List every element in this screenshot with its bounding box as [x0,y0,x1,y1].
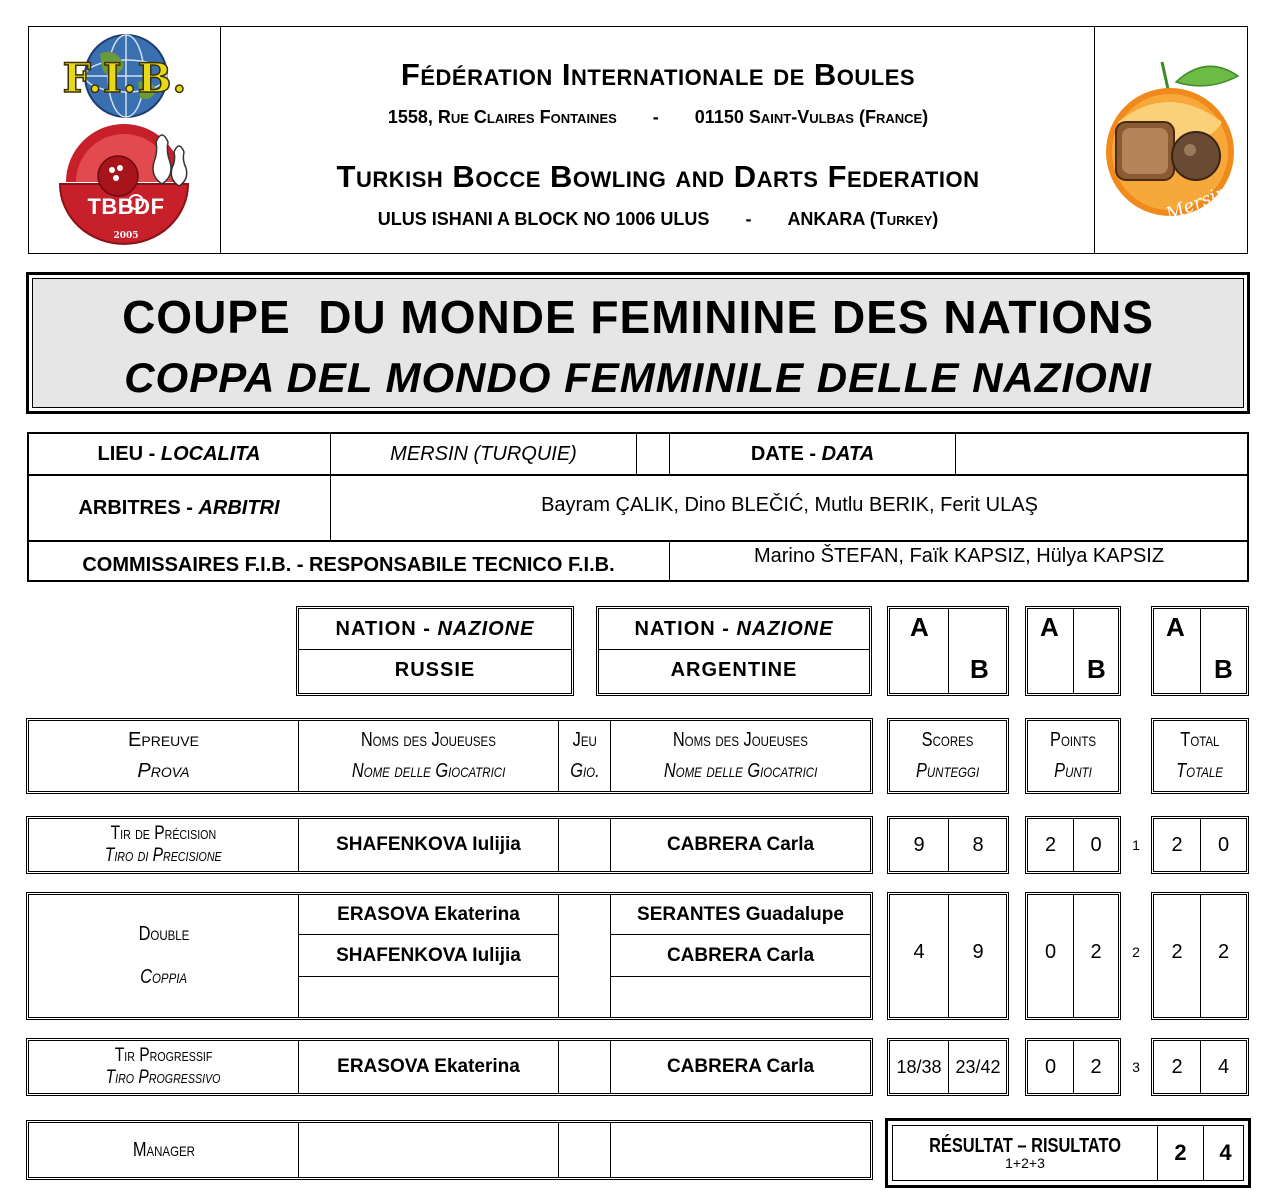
banner-title-fr: COUPE DU MONDE FEMININE DES NATIONS [122,291,1154,343]
arbitres-label: ARBITRES - ARBITRI [78,496,280,519]
fed2-name: Turkish Bocce Bowling and Darts Federation [336,159,980,194]
fed2-address-right: ANKARA (Turkey) [787,208,939,229]
player-a: SHAFENKOVA Iulijia [336,944,521,966]
fed1-address [222,104,1094,130]
fib-logo [30,32,218,122]
event-precision: Tir de Précision Tiro di Precisione [105,823,222,866]
lieu-label: LIEU - LOCALITA [97,442,261,465]
manager-b[interactable] [611,1123,870,1177]
tbbdf-logo [56,122,196,246]
scores-col-a: A [910,612,929,642]
nation-b-label: NATION - NAZIONE [634,617,834,640]
title-banner [26,272,1250,414]
player-b: CABRERA Carla [666,834,815,855]
result-sublabel: 1+2+3 [1005,1155,1045,1171]
points-b: 2 [1090,940,1102,963]
score-b: 23/42 [955,1056,1001,1077]
player-b: CABRERA Carla [666,1056,815,1077]
player-a: SHAFENKOVA Iulijia [336,834,521,855]
tbbdf-logo-year: 2005 [113,231,139,241]
total-col-b: B [1214,654,1233,684]
manager-a[interactable] [299,1123,558,1177]
total-a: 2 [1171,833,1183,856]
player-a: ERASOVA Ekaterina [337,903,520,925]
player-b: CABRERA Carla [666,944,815,966]
score-a: 18/38 [896,1056,942,1077]
col-noms-a: Noms des Joueuses Nome delle Giocatrici [351,729,506,782]
score-a: 9 [913,833,925,856]
nation-b-name: ARGENTINE [670,658,798,681]
total-a: 2 [1171,1055,1183,1078]
total-b: 0 [1217,833,1230,856]
commissaires-label: COMMISSAIRES F.I.B. - RESPONSABILE TECNICO F.I.B. [82,553,615,576]
player-a [299,977,558,1017]
fed1-name: Fédération Internationale de Boules [400,57,916,92]
fed1-address-sep: - [652,106,659,127]
event-progressif: Tir Progressif Tiro Progressivo [106,1045,221,1088]
total-a: 2 [1171,940,1183,963]
result-b: 4 [1219,1140,1232,1165]
event-double: Double Coppia [138,923,189,988]
points-a: 0 [1044,940,1057,963]
lieu-value: MERSIN (TURQUIE) [390,442,577,465]
total-b: 2 [1217,940,1230,963]
result-box [885,1118,1251,1188]
fed1-address-right: 01150 Saint-Vulbas (France) [694,106,929,127]
points-b: 0 [1090,833,1102,856]
fed2-address-left: ULUS ISHANI A BLOCK NO 1006 ULUS [377,208,710,229]
fed2-address-sep: - [745,208,752,229]
col-scores: Scores Punteggi [916,729,980,782]
nation-a-label: NATION - NAZIONE [335,617,535,640]
fed2-address [222,206,1094,232]
date-label: DATE - DATA [750,442,875,465]
player-a: ERASOVA Ekaterina [337,1056,520,1077]
player-b [611,977,870,1017]
col-total: Total Totale [1176,729,1224,782]
row-index: 2 [1132,944,1140,960]
total-col-a: A [1166,612,1185,642]
commissaires-value: Marino ŠTEFAN, Faïk KAPSIZ, Hülya KAPSIZ [753,544,1165,567]
arbitres-value: Bayram ÇALIK, Dino BLEČIĆ, Mutlu BERIK, Ferit ULAŞ [541,493,1038,516]
fib-logo-text: F.I.B. [62,54,188,102]
tbbdf-logo-text: TBBDF [87,194,165,219]
points-col-b: B [1087,654,1106,684]
points-b: 2 [1090,1055,1102,1078]
result-a: 2 [1174,1140,1187,1165]
date-value[interactable] [956,434,1248,474]
col-epreuve: Epreuve Prova [128,729,199,782]
total-b: 4 [1217,1055,1230,1078]
mersin-logo [1098,52,1244,242]
col-points: Points Punti [1049,729,1097,782]
row-index: 1 [1132,837,1140,853]
manager-label: Manager [132,1138,195,1161]
row-index: 3 [1132,1059,1140,1075]
score-b: 8 [972,833,984,856]
header-divider-left [220,26,221,254]
points-a: 0 [1044,1055,1057,1078]
col-noms-b: Noms des Joueuses Nome delle Giocatrici [663,729,818,782]
nation-a-name: RUSSIE [394,658,476,681]
score-a: 4 [913,940,925,963]
player-b: SERANTES Guadalupe [637,903,844,925]
points-a: 2 [1044,833,1057,856]
header-divider-right [1094,26,1095,254]
col-jeu: Jeu Gio. [569,729,600,782]
points-col-a: A [1040,612,1059,642]
result-label: RÉSULTAT – RISULTATO 1+2+3 [929,1135,1121,1171]
score-b: 9 [972,940,984,963]
fed1-address-left: 1558, Rue Claires Fontaines [387,106,617,127]
banner-title-it: COPPA DEL MONDO FEMMINILE DELLE NAZIONI [124,354,1152,401]
mersin-logo-text: Mersin [1162,181,1231,226]
scores-col-b: B [970,654,989,684]
